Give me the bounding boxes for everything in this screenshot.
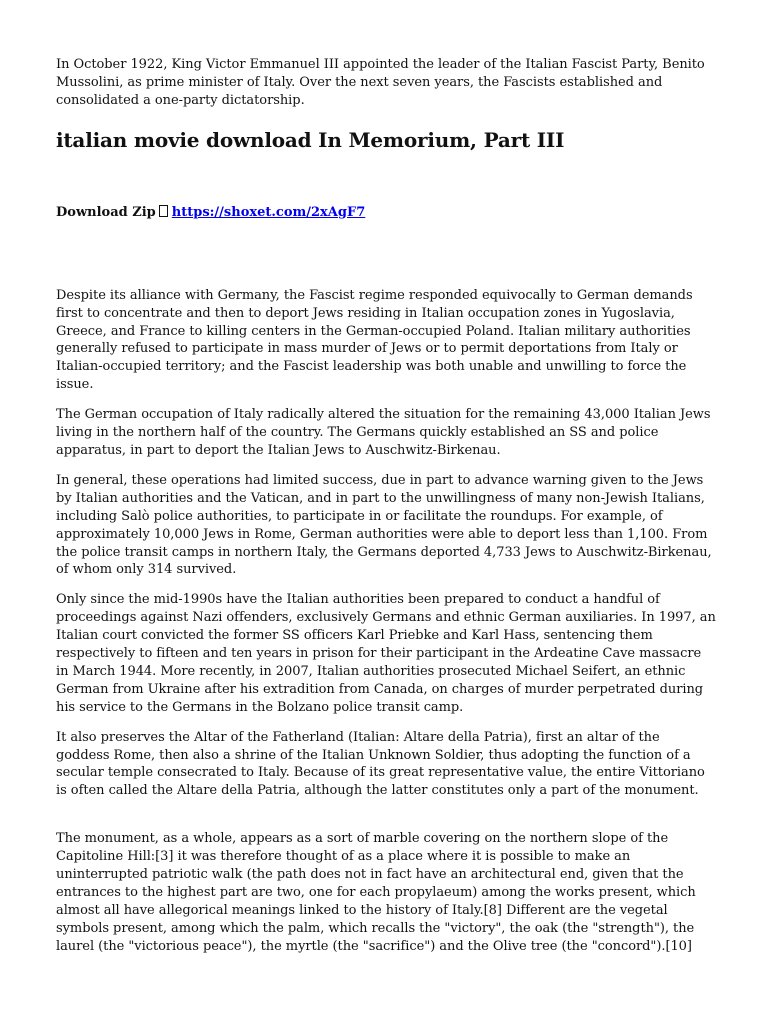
download-link[interactable]: https://shoxet.com/2xAgF7	[171, 204, 366, 220]
paragraph-2: The German occupation of Italy radically altered the situation for the remaining 43,000 Italian Jews living in the northern half of the country. The Germans quickly established an SS and police apparatus, in part to deport the Italian Jews to Auschwitz-Birkenau.	[56, 407, 711, 458]
intro-paragraph: In October 1922, King Victor Emmanuel III appointed the leader of the Italian Fascist Party, Benito Mussolini, as prime minister of Italy. Over the next seven years, the Fascists established and consolidated a one-party dictatorship.	[56, 57, 705, 108]
paragraph-1: Despite its alliance with Germany, the Fascist regime responded equivocally to German demands first to concentrate and then to deport Jews residing in Italian occupation zones in Yugoslavia, Greece, and France to killing centers in the German-occupied Poland. Italian military authorities generally refused to participate in mass murder of Jews or to permit deportations from Italy or Italian-occupied territory; and the Fascist leadership was both unable and unwilling to force the issue.	[56, 287, 693, 393]
paragraph-3: In general, these operations had limited success, due in part to advance warning given to the Jews by Italian authorities and the Vatican, and in part to the unwillingness of many non-Jewish Italians, including Salò police authorities, to participate in or facilitate the roundups. For example, of approximately 10,000 Jews in Rome, German authorities were able to deport less than 1,100. From the police transit camps in northern Italy, the Germans deported 4,733 Jews to Auschwitz-Birkenau, of whom only 314 survived.	[56, 472, 712, 578]
paragraph-5: It also preserves the Altar of the Fatherland (Italian: Altare della Patria), first an altar of the goddess Rome, then also a shrine of the Italian Unknown Soldier, thus adopting the function of a secular temple consecrated to Italy. Because of its great representative value, the entire Vittoriano is often called the Altare della Patria, although the latter constitutes only a part of the monument.	[56, 729, 705, 799]
document-page	[56, 56, 716, 956]
download-label: Download Zip	[56, 204, 156, 220]
paragraph-4: Only since the mid-1990s have the Italian authorities been prepared to conduct a handful of proceedings against Nazi offenders, exclusively Germans and ethnic German auxiliaries. In 1997, an Italian court convicted the former SS officers Karl Priebke and Karl Hass, sentencing them respectively to fifteen and ten years in prison for their participant in the Ardeatine Cave massacre in March 1944. More recently, in 2007, Italian authorities prosecuted Michael Seifert, an ethnic German from Ukraine after his extradition from Canada, on charges of murder perpetrated during his service to the Germans in the Bolzano police transit camp.	[56, 592, 716, 715]
paragraph-6: The monument, as a whole, appears as a sort of marble covering on the northern slope of the Capitoline Hill:[3] it was therefore thought of as a place where it is possible to make an uninterrupted patriotic walk (the path does not in fact have an architectural end, given that the entrances to the highest part are two, one for each propylaeum) among the works present, which almost all have allegorical meanings linked to the history of Italy.[8] Different are the vegetal symbols present, among which the palm, which recalls the "victory", the oak (the "strength"), the laurel (the "victorious peace"), the myrtle (the "sacrifice") and the Olive tree (the "concord").[10]	[56, 831, 696, 954]
page-title: italian movie download In Memorium, Part III	[56, 127, 565, 152]
box-glyph-icon	[159, 205, 168, 217]
download-line	[56, 204, 716, 222]
